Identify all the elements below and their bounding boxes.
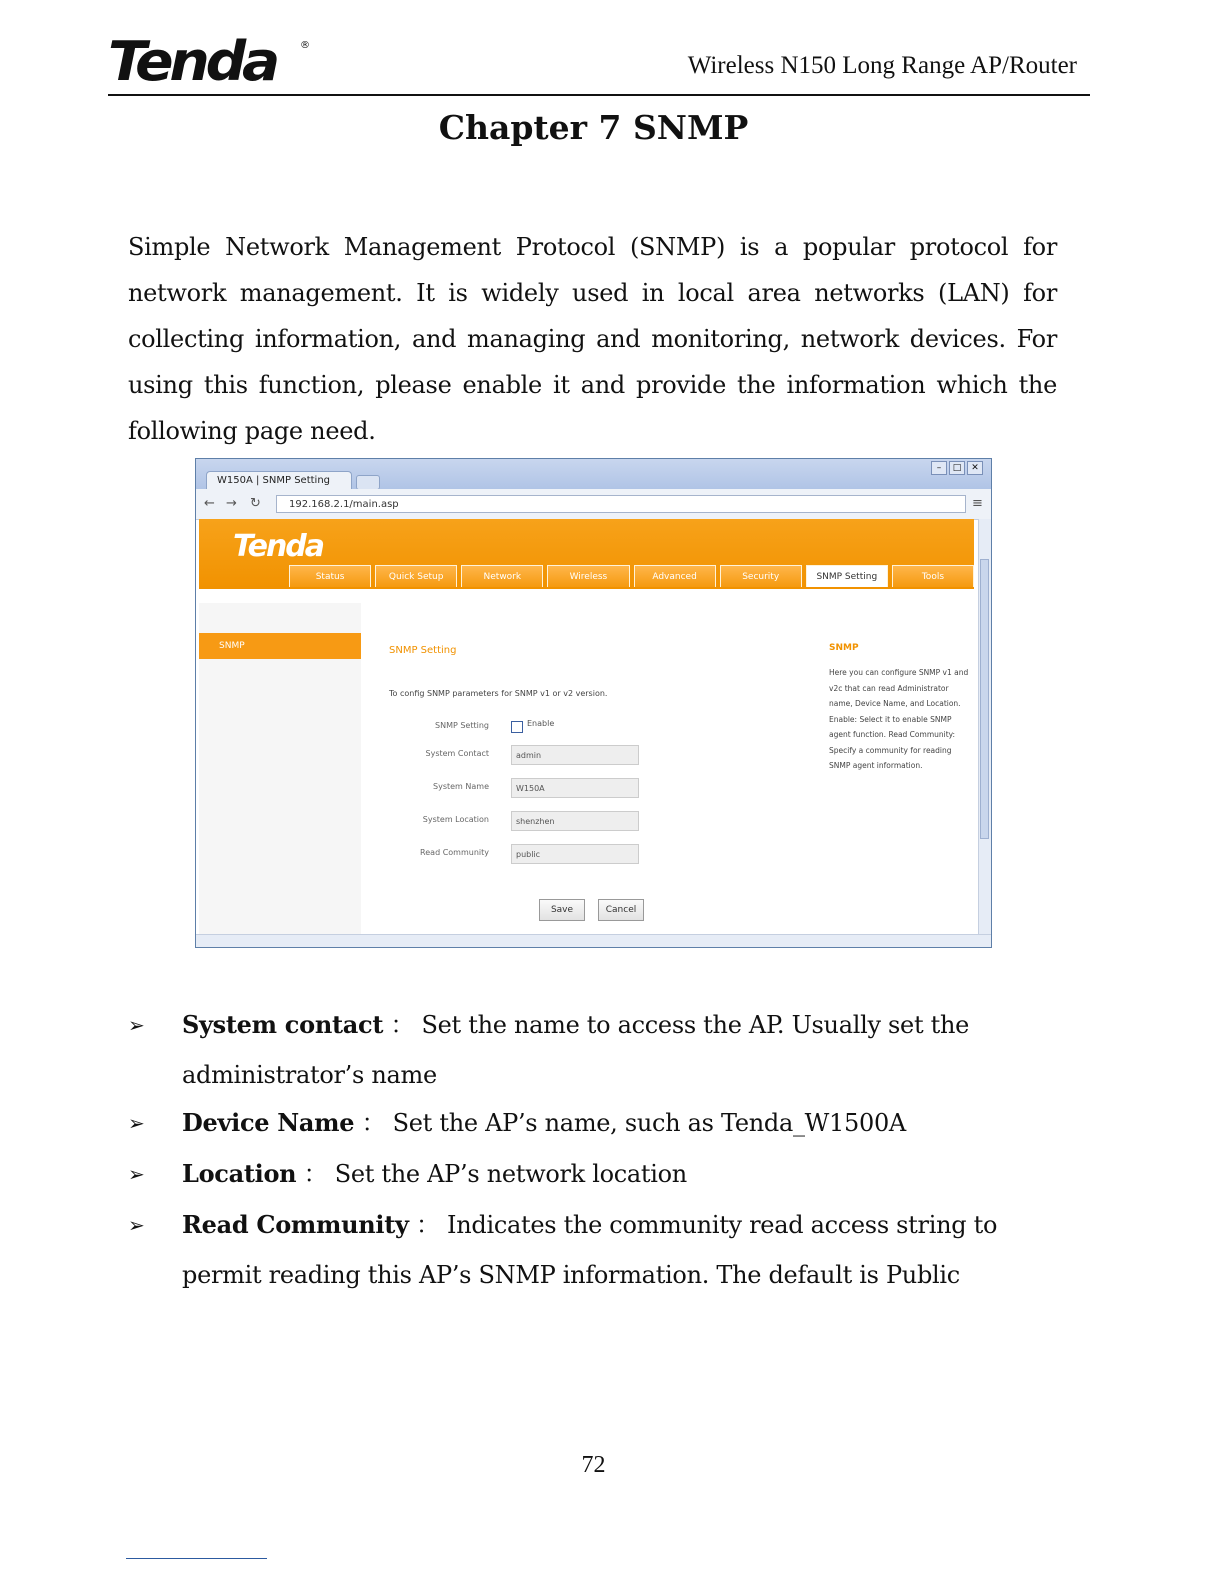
tab-tools[interactable]: Tools bbox=[892, 565, 974, 587]
page-number: 72 bbox=[581, 1452, 606, 1478]
snmp-enable-row bbox=[389, 717, 649, 739]
help-title: SNMP bbox=[829, 643, 859, 653]
bullet-separator: ： bbox=[303, 1160, 328, 1188]
minimize-icon[interactable]: – bbox=[931, 461, 947, 475]
router-brand-logo: Tenda bbox=[233, 529, 324, 564]
menu-icon[interactable]: ≡ bbox=[972, 496, 983, 511]
arrow-bullet-icon: ➢ bbox=[128, 1111, 145, 1135]
window-controls bbox=[931, 461, 983, 475]
bullet-term: Read Community bbox=[182, 1210, 409, 1239]
field-label: SNMP Setting bbox=[435, 721, 489, 730]
bullet-term: Location bbox=[182, 1159, 297, 1188]
system-name-input[interactable]: W150A bbox=[511, 778, 639, 798]
tenda-logo: Tenda bbox=[108, 30, 277, 93]
bullet-text: Set the AP’s network location bbox=[334, 1160, 687, 1188]
back-icon[interactable]: ← bbox=[204, 496, 215, 511]
bullet-term: Device Name bbox=[182, 1108, 355, 1137]
field-label: Read Community bbox=[420, 848, 489, 857]
tab-advanced[interactable]: Advanced bbox=[634, 565, 716, 587]
scrollbar-thumb[interactable] bbox=[980, 559, 989, 839]
forward-icon[interactable]: → bbox=[226, 496, 237, 511]
vertical-scrollbar[interactable] bbox=[978, 519, 991, 935]
system-contact-row bbox=[389, 745, 649, 767]
save-button[interactable]: Save bbox=[539, 899, 585, 921]
intro-paragraph: Simple Network Management Protocol (SNMP) is a popular protocol for network management. It is widely used in local area networks (LAN) for collecting information, and managing and monitoring, network devices. For using this function, please enable it and provide the information which the following page need. bbox=[128, 233, 1057, 445]
sidebar-item-snmp[interactable]: SNMP bbox=[199, 633, 361, 659]
arrow-bullet-icon: ➢ bbox=[128, 1162, 145, 1186]
router-sidebar bbox=[199, 603, 361, 935]
field-label: System Location bbox=[422, 815, 489, 824]
horizontal-scrollbar[interactable] bbox=[196, 934, 991, 947]
bullet-text: Set the name to access the AP. Usually set the administrator’s name bbox=[182, 1011, 970, 1089]
tab-quick-setup[interactable]: Quick Setup bbox=[375, 565, 457, 587]
address-bar[interactable]: 192.168.2.1/main.asp bbox=[276, 495, 966, 513]
help-text: Here you can configure SNMP v1 and v2c that can read Administrator name, Device Name, and Location. Enable: Select it to enable SNMP agent function. Read Community: Specify a community for reading SNMP agent information. bbox=[829, 668, 969, 770]
router-header bbox=[199, 519, 974, 589]
new-tab-button[interactable] bbox=[356, 475, 380, 490]
chapter-title: Chapter 7 SNMP bbox=[438, 108, 749, 147]
close-icon[interactable]: ✕ bbox=[967, 461, 983, 475]
arrow-bullet-icon: ➢ bbox=[128, 1213, 145, 1237]
snmp-enable-checkbox[interactable] bbox=[511, 721, 523, 733]
bullet-separator: ： bbox=[361, 1109, 386, 1137]
system-location-input[interactable]: shenzhen bbox=[511, 811, 639, 831]
bullet-text: Set the AP’s name, such as Tenda_W1500A bbox=[392, 1109, 906, 1137]
router-content bbox=[199, 589, 974, 935]
read-community-row bbox=[389, 844, 649, 866]
read-community-input[interactable]: public bbox=[511, 844, 639, 864]
tab-snmp-setting[interactable]: SNMP Setting bbox=[806, 565, 888, 587]
system-location-row bbox=[389, 811, 649, 833]
snmp-page-title: SNMP Setting bbox=[389, 645, 457, 656]
bullet-text: Indicates the community read access string to permit reading this AP’s SNMP information. The default is Public bbox=[182, 1211, 998, 1289]
field-label: System Contact bbox=[425, 749, 489, 758]
tab-security[interactable]: Security bbox=[720, 565, 802, 587]
bullet-term: System contact bbox=[182, 1010, 384, 1039]
footnote-divider bbox=[126, 1558, 267, 1559]
checkbox-label: Enable bbox=[527, 719, 555, 728]
snmp-page-description: To config SNMP parameters for SNMP v1 or v2 version. bbox=[389, 689, 608, 698]
field-label: System Name bbox=[433, 782, 489, 791]
registered-mark: ® bbox=[300, 40, 310, 51]
header-divider bbox=[108, 94, 1090, 96]
maximize-icon[interactable]: □ bbox=[949, 461, 965, 475]
snmp-setting-screenshot bbox=[195, 458, 992, 948]
tab-wireless[interactable]: Wireless bbox=[547, 565, 629, 587]
bullet-separator: ： bbox=[416, 1211, 440, 1239]
browser-toolbar bbox=[196, 489, 991, 520]
browser-titlebar bbox=[196, 459, 991, 489]
tab-status[interactable]: Status bbox=[289, 565, 371, 587]
document-title: Wireless N150 Long Range AP/Router bbox=[687, 52, 1077, 79]
browser-tab[interactable]: W150A | SNMP Setting bbox=[206, 471, 352, 489]
system-name-row bbox=[389, 778, 649, 800]
bullet-separator: ： bbox=[390, 1011, 415, 1039]
reload-icon[interactable]: ↻ bbox=[250, 496, 261, 511]
router-nav-tabs bbox=[289, 565, 974, 587]
arrow-bullet-icon: ➢ bbox=[128, 1013, 145, 1037]
system-contact-input[interactable]: admin bbox=[511, 745, 639, 765]
tab-network[interactable]: Network bbox=[461, 565, 543, 587]
cancel-button[interactable]: Cancel bbox=[598, 899, 644, 921]
